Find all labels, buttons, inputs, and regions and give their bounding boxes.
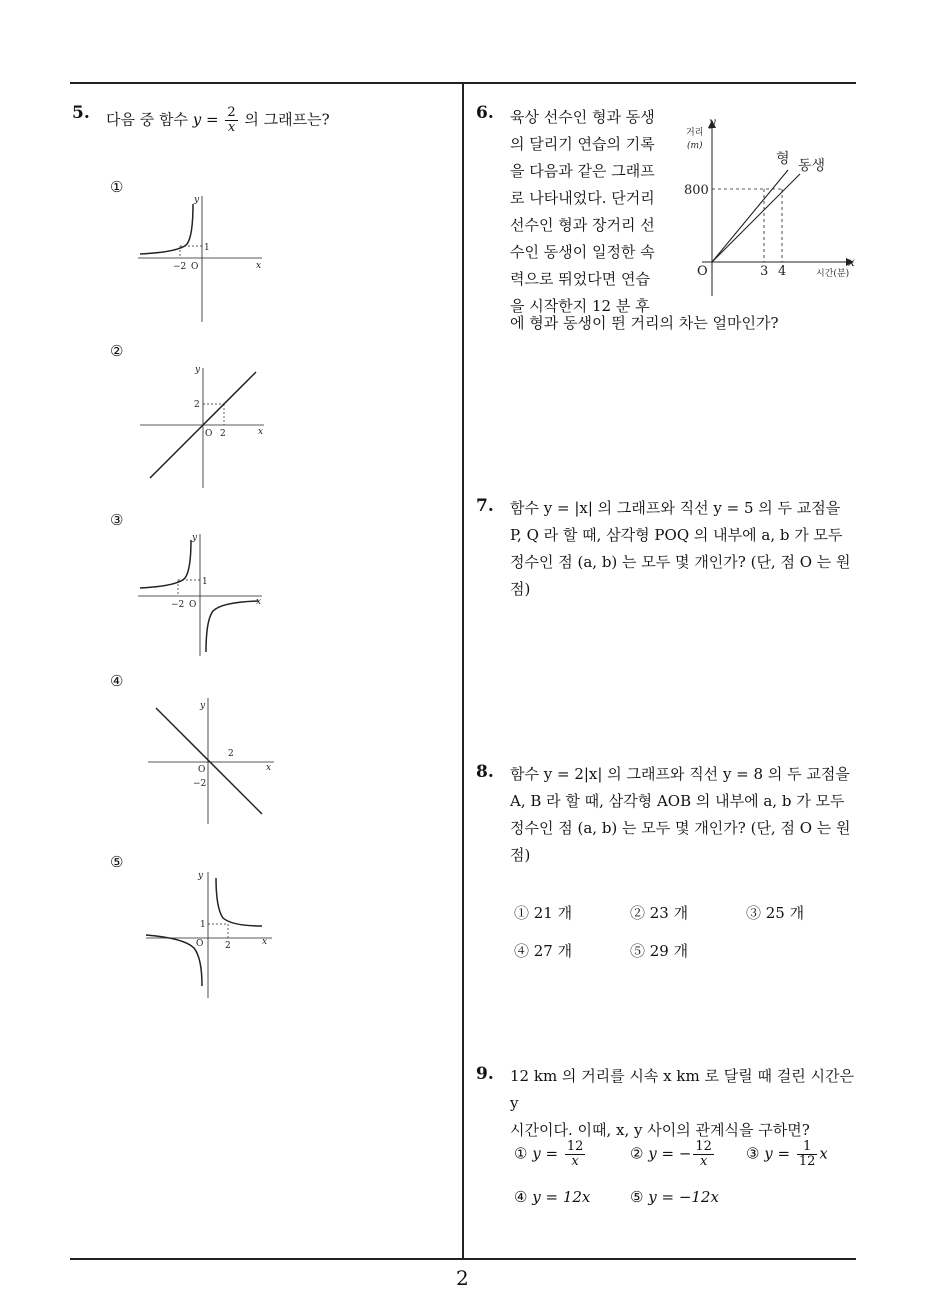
g2-tick-y2: 2 (194, 400, 200, 410)
q8-line-4: 점) (510, 846, 531, 864)
g5-origin: O (196, 939, 204, 949)
q8-choice-5[interactable]: ⑤ 29 개 (630, 942, 689, 960)
g3-tick-neg2: −2 (171, 600, 185, 610)
q9-choice-5[interactable] (630, 1188, 719, 1206)
q9-choice-4-text: y = 12x (532, 1188, 591, 1206)
q9-line-1: 12 km 의 거리를 시속 x km 로 달릴 때 걸린 시간은 y (510, 1067, 854, 1112)
q6-x-label: 시간(분) (816, 269, 850, 279)
q5-option-2-mark[interactable]: ② (110, 342, 124, 360)
q6-x-tick-3: 3 (760, 264, 769, 279)
q6-distance-time-graph (680, 108, 860, 302)
q5-text-eq: = (201, 110, 224, 129)
q6-y-axis-var: y (709, 115, 716, 129)
q6-y-label-2: (m) (687, 141, 703, 151)
q9-choice-4-mark: ④ (514, 1188, 528, 1206)
q9-choice-3-num: 1 (797, 1140, 818, 1155)
q6-line-5: 선수인 형과 장거리 선 (510, 216, 655, 234)
q5-graph-2 (130, 358, 270, 493)
q5-option-3-mark[interactable]: ③ (110, 511, 124, 529)
g4-line (156, 708, 262, 814)
q9-choice-1-lhs: y = (532, 1144, 563, 1163)
q6-y-tick-800: 800 (684, 183, 709, 198)
q7-line-3: 정수인 점 (a, b) 는 모두 몇 개인가? (단, 점 O 는 원 (510, 553, 851, 571)
g1-curve (140, 204, 193, 254)
g2-tick-x2: 2 (220, 429, 226, 439)
g4-tick-neg2: −2 (193, 779, 207, 789)
q6-line-1: 육상 선수인 형과 동생 (510, 108, 655, 126)
q9-choice-1-num: 12 (566, 1139, 584, 1154)
q5-option-5-mark[interactable]: ⑤ (110, 853, 124, 871)
g5-y-label: y (198, 871, 204, 881)
g4-y-label: y (200, 701, 206, 711)
q6-line-6: 수인 동생이 일정한 속 (510, 243, 655, 261)
q7-question (510, 495, 860, 603)
q8-choice-3[interactable]: ③ 25 개 (746, 904, 805, 922)
q6-line-4: 로 나타내었다. 단거리 (510, 189, 655, 207)
q5-text-before: 다음 중 함수 (106, 110, 193, 129)
q8-line-2: A, B 라 할 때, 삼각형 AOB 의 내부에 a, b 가 모두 (510, 792, 845, 810)
g3-x-label: x (256, 597, 262, 607)
q5-graph-5 (140, 868, 280, 1003)
q9-choice-3-tail: x (819, 1144, 828, 1163)
bottom-rule (70, 1258, 856, 1260)
g3-tick-1: 1 (202, 577, 208, 587)
q5-text-after: 의 그래프는? (239, 110, 330, 129)
q6-origin: O (697, 264, 708, 279)
q6-y-label-1: 거리 (686, 128, 704, 138)
q9-choice-2[interactable] (630, 1140, 716, 1169)
g2-x-label: x (258, 427, 264, 437)
q9-choice-2-frac (693, 1140, 714, 1169)
q6-line-8: 을 시작한지 12 분 후 (510, 297, 650, 315)
q9-choice-3-mark: ③ (746, 1144, 760, 1163)
q9-choice-1-mark: ① (514, 1144, 528, 1163)
q5-frac-den: x (227, 120, 236, 135)
g3-origin: O (189, 600, 197, 610)
g5-curve-right (216, 878, 262, 926)
q6-number: 6. (476, 103, 494, 123)
q6-line-9: 에 형과 동생이 뛴 거리의 차는 얼마인가? (510, 314, 779, 332)
g1-origin: O (191, 262, 199, 272)
g5-tick-2: 2 (225, 941, 231, 951)
q8-choice-4[interactable]: ④ 27 개 (514, 942, 573, 960)
q5-number: 5. (72, 103, 90, 123)
q5-text-y: y (192, 110, 202, 129)
q5-question (106, 106, 330, 135)
q7-number: 7. (476, 496, 494, 516)
q9-choice-2-lhs: y = − (648, 1144, 692, 1163)
q8-line-1: 함수 y = 2|x| 의 그래프와 직선 y = 8 의 두 교점을 (510, 765, 850, 783)
g3-curve-right (206, 601, 258, 652)
q9-choice-2-den: x (699, 1154, 708, 1169)
g5-x-label: x (262, 937, 268, 947)
q6-line-3: 을 다음과 같은 그래프 (510, 162, 655, 180)
g5-tick-1: 1 (200, 920, 206, 930)
q9-choice-1[interactable] (514, 1140, 587, 1169)
q9-choice-5-text: y = −12x (648, 1188, 719, 1206)
q5-option-4-mark[interactable]: ④ (110, 672, 124, 690)
q9-choice-3-den: 12 (798, 1154, 816, 1169)
q9-line-2: 시간이다. 이때, x, y 사이의 관계식을 구하면? (510, 1121, 810, 1139)
q8-line-3: 정수인 점 (a, b) 는 모두 몇 개인가? (단, 점 O 는 원 (510, 819, 851, 837)
g4-x-label: x (266, 763, 272, 773)
q6-series-dongsaeng: 동생 (798, 158, 826, 174)
g2-y-label: y (195, 365, 201, 375)
q9-choice-4[interactable] (514, 1188, 590, 1206)
q6-question (510, 104, 680, 320)
q9-choice-5-mark: ⑤ (630, 1188, 644, 1206)
q8-question (510, 761, 860, 869)
q6-line-dongsaeng (712, 174, 800, 262)
q6-line-7: 력으로 뛰었다면 연습 (510, 270, 650, 288)
q5-graph-3 (130, 528, 270, 663)
column-divider (462, 83, 464, 1259)
q7-line-4: 점) (510, 580, 531, 598)
q6-line-2: 의 달리기 연습의 기록 (510, 135, 655, 153)
q9-choice-2-mark: ② (630, 1144, 644, 1163)
q9-choice-2-num: 12 (695, 1139, 712, 1154)
q6-line-hyung (712, 170, 788, 262)
g1-tick-neg2: −2 (173, 262, 187, 272)
q5-frac-num: 2 (227, 105, 236, 120)
q9-choice-1-frac (565, 1140, 586, 1169)
g4-origin: O (198, 765, 206, 775)
q9-choice-3-frac (797, 1140, 818, 1169)
q8-choice-2[interactable]: ② 23 개 (630, 904, 689, 922)
g3-y-label: y (192, 533, 198, 543)
g2-origin: O (205, 429, 213, 439)
g5-curve-left (146, 935, 202, 986)
g1-tick-1: 1 (204, 243, 210, 253)
g4-tick-2: 2 (228, 749, 234, 759)
q9-number: 9. (476, 1064, 494, 1084)
q7-line-2: P, Q 라 할 때, 삼각형 POQ 의 내부에 a, b 가 모두 (510, 526, 843, 544)
g1-y-label: y (194, 195, 200, 205)
q8-number: 8. (476, 762, 494, 782)
q9-choice-3-lhs: y = (764, 1144, 795, 1163)
q5-option-1-mark[interactable]: ① (110, 178, 124, 196)
q5-graph-4 (140, 690, 280, 830)
q9-choice-3[interactable] (746, 1140, 828, 1169)
q8-choice-1[interactable]: ① 21 개 (514, 904, 573, 922)
q5-fraction (225, 106, 237, 135)
q6-x-axis-var: x (848, 255, 855, 269)
q9-choice-1-den: x (571, 1154, 579, 1169)
q9-question (510, 1063, 860, 1144)
q6-series-hyung: 형 (776, 151, 790, 167)
g1-x-label: x (256, 261, 262, 271)
q7-line-1: 함수 y = |x| 의 그래프와 직선 y = 5 의 두 교점을 (510, 499, 841, 517)
page-number: 2 (456, 1266, 469, 1290)
g3-curve-left (140, 540, 191, 588)
q5-graph-1 (130, 188, 270, 328)
q6-x-tick-4: 4 (778, 264, 787, 279)
